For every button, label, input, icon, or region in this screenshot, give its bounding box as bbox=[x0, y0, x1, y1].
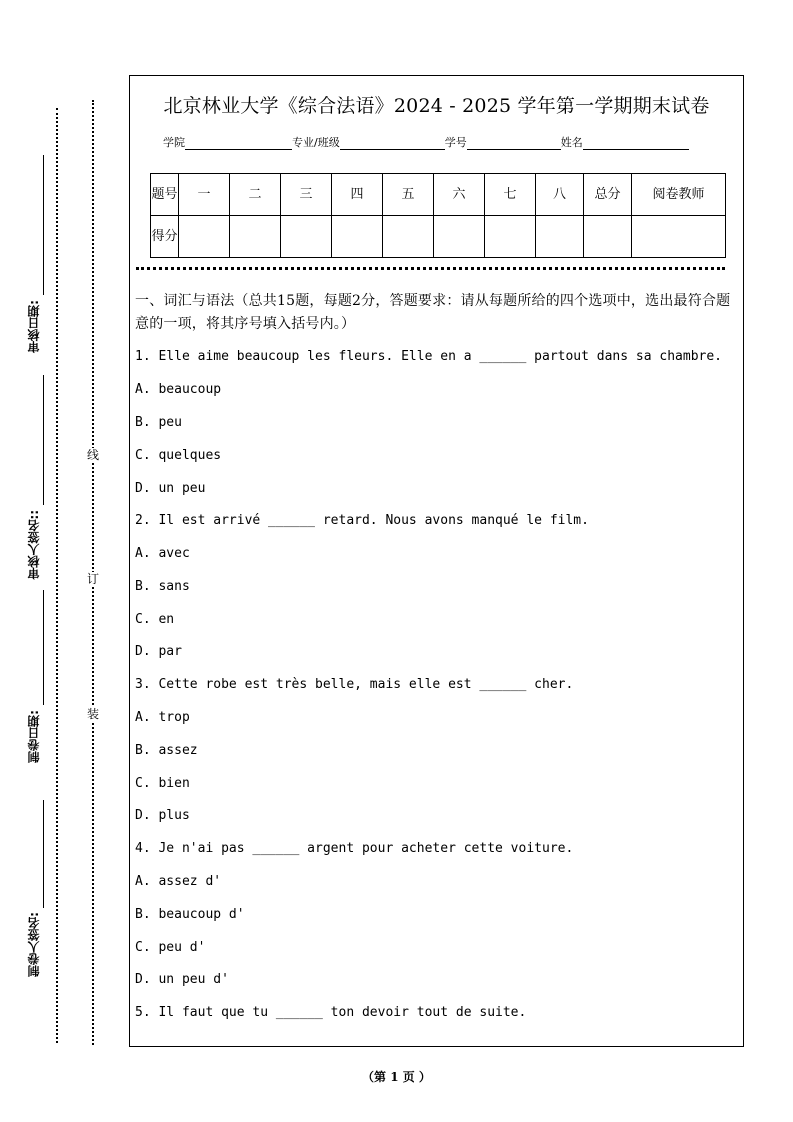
score-col-5: 五 bbox=[383, 174, 434, 216]
score-col-3: 三 bbox=[281, 174, 332, 216]
question-stem: 4. Je n'ai pas ______ argent pour acheter cette voiture. bbox=[135, 841, 574, 856]
score-cell[interactable] bbox=[434, 216, 485, 258]
exam-title: 北京林业大学《综合法语》2024 - 2025 学年第一学期期末试卷 bbox=[163, 95, 710, 117]
score-col-8: 八 bbox=[536, 174, 584, 216]
section-separator bbox=[136, 267, 725, 270]
option-item[interactable]: B. beaucoup d' bbox=[135, 907, 245, 922]
score-cell[interactable] bbox=[332, 216, 383, 258]
option-item[interactable]: C. en bbox=[135, 612, 175, 627]
page-number: （第 1 页 ） bbox=[362, 1070, 431, 1084]
student-id-blank[interactable] bbox=[467, 137, 561, 150]
score-col-7: 七 bbox=[485, 174, 536, 216]
bind-line-char: 线 bbox=[86, 448, 99, 462]
score-table bbox=[150, 173, 726, 258]
name-blank[interactable] bbox=[583, 137, 689, 150]
score-table-score-row bbox=[151, 216, 726, 258]
section-instructions: 一、词汇与语法（总共15题，每题2分，答题要求：请从每题所给的四个选项中，选出最符合题意的一项，将其序号填入括号内。） bbox=[135, 293, 731, 332]
score-col-4: 四 bbox=[332, 174, 383, 216]
option-item[interactable]: B. sans bbox=[135, 579, 190, 594]
option-item[interactable]: A. beaucoup bbox=[135, 382, 222, 397]
question-stem: 2. Il est arrivé ______ retard. Nous avons manqué le film. bbox=[135, 513, 589, 528]
option-item[interactable]: D. un peu d' bbox=[135, 972, 229, 987]
question-stem: 1. Elle aime beaucoup les fleurs. Elle en a ______ partout dans sa chambre. bbox=[135, 349, 722, 364]
question-number-label: 题号 bbox=[151, 174, 179, 216]
reviewer-sign-line bbox=[43, 375, 44, 505]
option-item[interactable]: A. trop bbox=[135, 710, 190, 725]
score-cell[interactable] bbox=[179, 216, 230, 258]
option-item[interactable]: D. plus bbox=[135, 808, 190, 823]
reviewer-date-line bbox=[43, 155, 44, 295]
option-item[interactable]: A. avec bbox=[135, 546, 190, 561]
question-stem: 5. Il faut que tu ______ ton devoir tout de suite. bbox=[135, 1005, 527, 1020]
option-item[interactable]: C. bien bbox=[135, 776, 190, 791]
option-item[interactable]: D. un peu bbox=[135, 481, 206, 496]
option-item[interactable]: C. peu d' bbox=[135, 940, 206, 955]
score-col-total: 总分 bbox=[584, 174, 632, 216]
score-cell[interactable] bbox=[230, 216, 281, 258]
signature-dotted-line bbox=[56, 108, 58, 1043]
option-item[interactable]: D. par bbox=[135, 644, 182, 659]
score-cell[interactable] bbox=[383, 216, 434, 258]
college-blank[interactable] bbox=[185, 137, 292, 150]
exam-frame bbox=[129, 75, 744, 1047]
score-col-6: 六 bbox=[434, 174, 485, 216]
name-label: 姓名 bbox=[560, 136, 583, 149]
bind-fold-char: 装 bbox=[86, 707, 99, 721]
score-col-1: 一 bbox=[179, 174, 230, 216]
student-id-label: 学号 bbox=[444, 136, 467, 149]
score-table-header-row bbox=[151, 174, 726, 216]
student-info-row bbox=[163, 134, 689, 150]
option-item[interactable]: B. peu bbox=[135, 415, 182, 430]
score-col-2: 二 bbox=[230, 174, 281, 216]
option-item[interactable]: B. assez bbox=[135, 743, 198, 758]
score-cell[interactable] bbox=[485, 216, 536, 258]
college-label: 学院 bbox=[163, 136, 185, 149]
major-label: 专业/班级 bbox=[292, 136, 340, 149]
score-cell-grader[interactable] bbox=[632, 216, 726, 258]
question-stem: 3. Cette robe est très belle, mais elle est ______ cher. bbox=[135, 677, 574, 692]
score-col-grader: 阅卷教师 bbox=[632, 174, 726, 216]
option-item[interactable]: A. assez d' bbox=[135, 874, 222, 889]
score-cell[interactable] bbox=[536, 216, 584, 258]
major-blank[interactable] bbox=[340, 137, 445, 150]
reviewer-sign-label: 审核人签名:: bbox=[27, 510, 41, 580]
option-item[interactable]: C. quelques bbox=[135, 448, 222, 463]
score-cell[interactable] bbox=[281, 216, 332, 258]
bind-staple-char: 订 bbox=[86, 572, 99, 586]
score-cell-total[interactable] bbox=[584, 216, 632, 258]
maker-date-label: 制卷日期: bbox=[27, 710, 41, 763]
score-label: 得分 bbox=[151, 216, 179, 258]
maker-sign-label: 制卷人签名: bbox=[27, 912, 41, 977]
maker-date-line bbox=[43, 590, 44, 705]
reviewer-date-label: 审核日期: bbox=[27, 300, 41, 353]
maker-sign-line bbox=[43, 800, 44, 908]
